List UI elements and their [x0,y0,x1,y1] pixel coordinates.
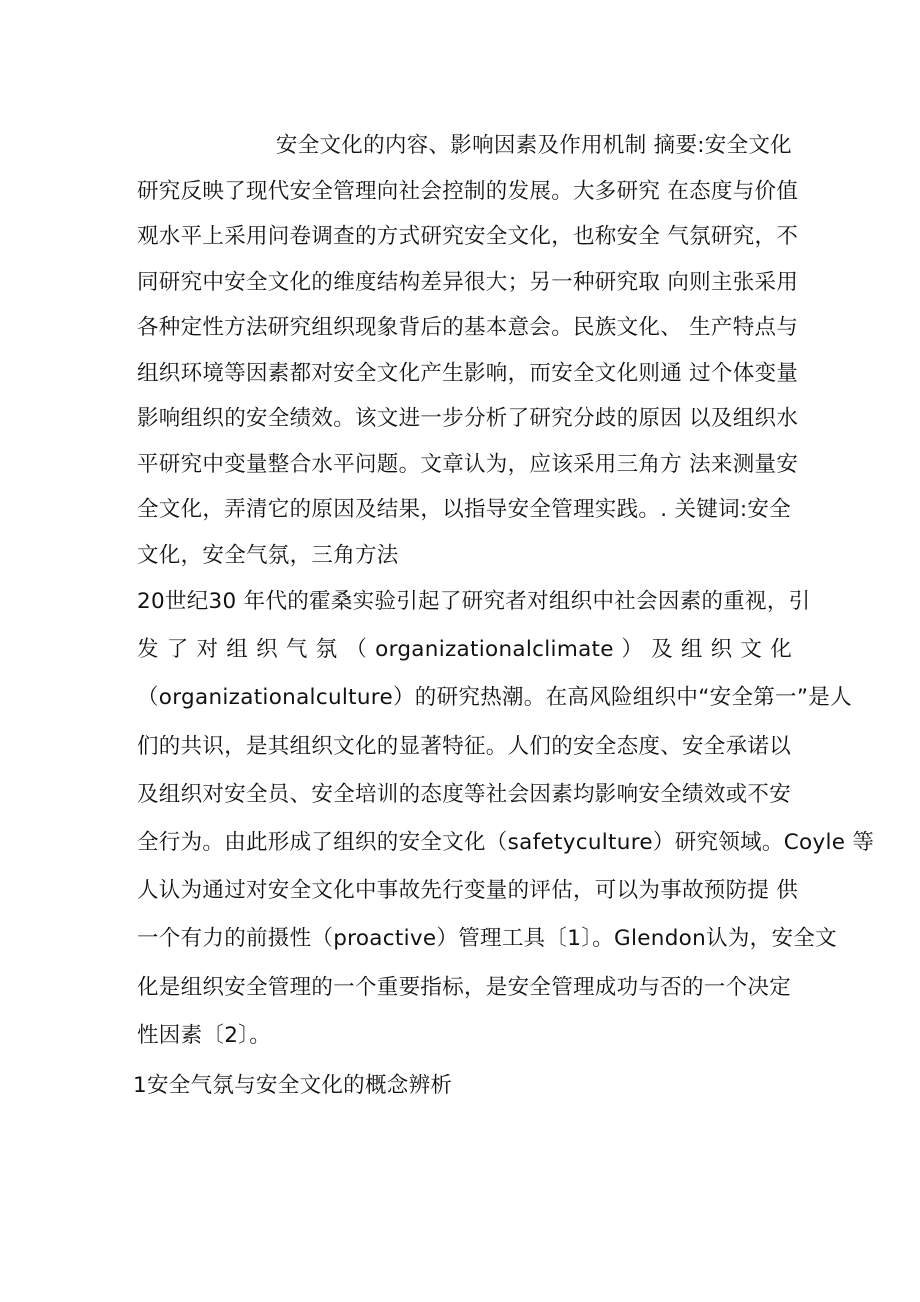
text-line: 全文化，弄清它的原因及结果，以指导安全管理实践。. 关键词:安全 [137,497,792,522]
text-line: 平研究中变量整合水平问题。文章认为，应该采用三角方 法来测量安 [137,451,799,477]
text-line: 人认为通过对安全文化中事故先行变量的评估，可以为事故预防提 供 [137,878,799,904]
text-line: 文化，安全气氛，三角方法 [137,542,399,568]
text-line: 全行为。由此形成了组织的安全文化（safetyculture）研究领域。Coyle 等 [137,830,875,855]
text-line: 影响组织的安全绩效。该文进一步分析了研究分歧的原因 以及组织水 [137,406,799,431]
text-line: 各种定性方法研究组织现象背后的基本意会。民族文化、 生产特点与 [137,315,799,340]
text-line: 观水平上采用问卷调查的方式研究安全文化，也称安全 气氛研究，不 [137,224,799,249]
text-line: 20世纪30 年代的霍桑实验引起了研究者对组织中社会因素的重视，引 [137,589,811,614]
text-line: 安全文化的内容、影响因素及作用机制 摘要:安全文化 [275,133,792,158]
text-line: 研究反映了现代安全管理向社会控制的发展。大多研究 在态度与价值 [137,178,799,204]
text-line: 同研究中安全文化的维度结构差异很大；另一种研究取 向则主张采用 [137,269,799,295]
section-heading: 1安全气氛与安全文化的概念辨析 [133,1073,453,1098]
text-line: 们的共识，是其组织文化的显著特征。人们的安全态度、安全承诺以 [137,733,792,759]
text-line: 一个有力的前摄性（proactive）管理工具〔1〕。Glendon认为，安全文 [137,926,837,952]
text-line: （organizationalculture）的研究热潮。在高风险组织中“安全第一”是人 [137,685,852,711]
text-line: 组织环境等因素都对安全文化产生影响，而安全文化则通 过个体变量 [137,360,799,386]
text-line: 性因素〔2〕。 [137,1022,272,1048]
text-line: 及组织对安全员、安全培训的态度等社会因素均影响安全绩效或不安 [137,781,792,807]
text-line: 化是组织安全管理的一个重要指标，是安全管理成功与否的一个决定 [137,974,792,1000]
text-line: 发 了 对 组 织 气 氛 （ organizationalclimate ） 及 组 织 文 化 [137,637,792,663]
